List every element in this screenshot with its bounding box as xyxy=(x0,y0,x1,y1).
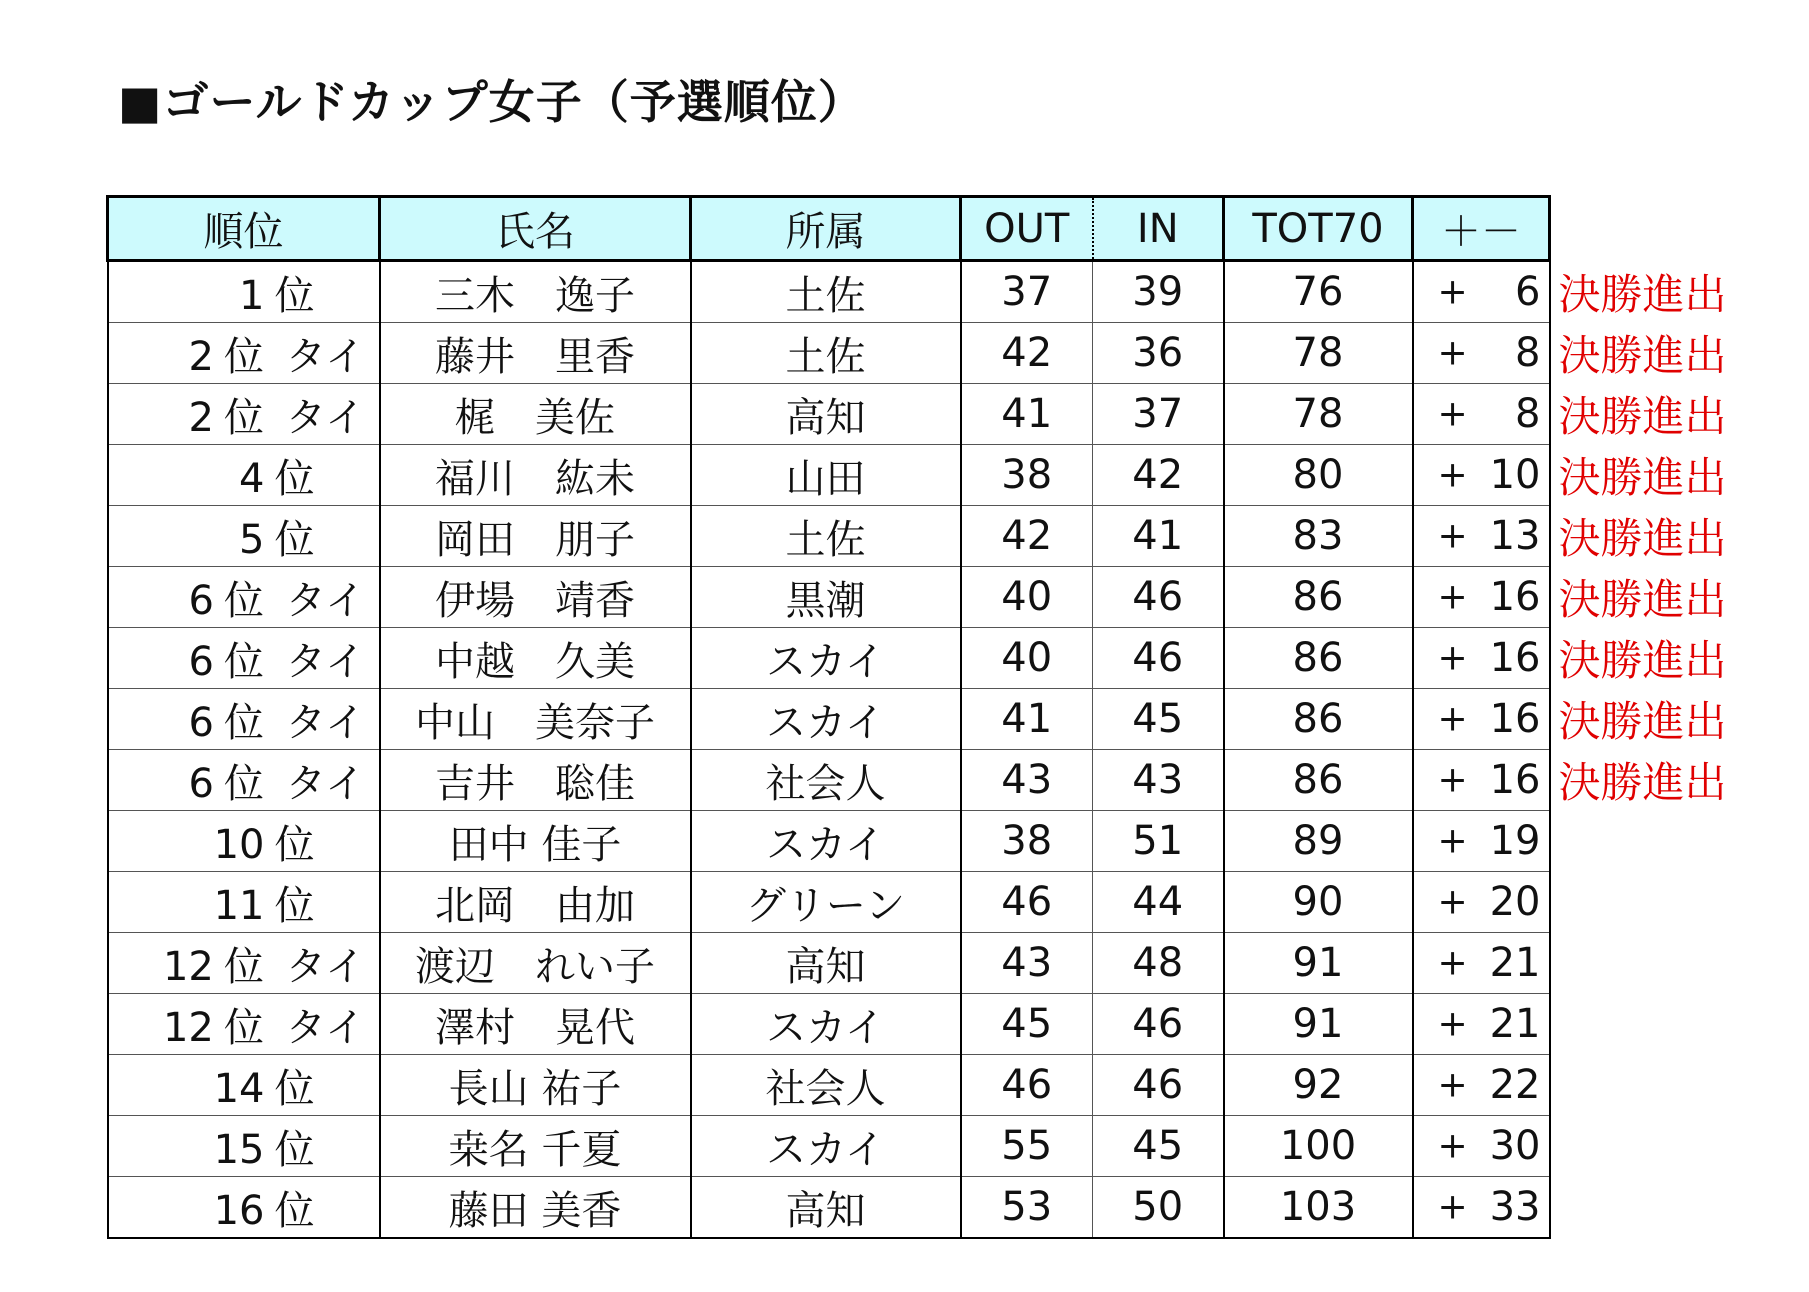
table-row xyxy=(108,994,1550,1055)
rank-unit: 位 xyxy=(223,699,264,746)
score-in: 39 xyxy=(1093,261,1224,323)
rank-number: 15 xyxy=(213,1126,265,1173)
player-name: 梶 美佐 xyxy=(380,384,691,445)
plus-minus-sign: + xyxy=(1437,1064,1468,1106)
table-row xyxy=(108,506,1550,567)
plus-minus-sign: + xyxy=(1437,820,1468,862)
advance-status: 決勝進出 xyxy=(1558,270,1727,319)
rank-unit: 位 xyxy=(223,760,264,807)
score-out: 46 xyxy=(961,1055,1093,1116)
score-total: 83 xyxy=(1224,506,1413,567)
score-out: 45 xyxy=(961,994,1093,1055)
score-out: 38 xyxy=(961,445,1093,506)
plus-minus-value: 8 xyxy=(1515,391,1541,437)
player-team: 土佐 xyxy=(691,506,961,567)
plus-minus-cell xyxy=(1413,811,1550,872)
plus-minus-sign: + xyxy=(1437,942,1468,984)
plus-minus-sign: + xyxy=(1437,271,1468,313)
plus-minus-value: 19 xyxy=(1489,818,1541,864)
rank-number: 4 xyxy=(239,455,265,502)
player-team: スカイ xyxy=(691,1116,961,1177)
rank-cell xyxy=(108,384,380,445)
advance-status: 決勝進出 xyxy=(1558,575,1727,624)
plus-minus-cell xyxy=(1413,567,1727,628)
rank-cell xyxy=(108,1055,380,1116)
rank-cell xyxy=(108,628,380,689)
score-out: 40 xyxy=(961,567,1093,628)
header-total: TOT70 xyxy=(1224,197,1413,261)
score-in: 46 xyxy=(1093,1055,1224,1116)
score-total: 76 xyxy=(1224,261,1413,323)
score-in: 46 xyxy=(1093,628,1224,689)
player-name: 吉井 聡佳 xyxy=(380,750,691,811)
plus-minus-value: 13 xyxy=(1489,513,1541,559)
plus-minus-sign: + xyxy=(1437,1003,1468,1045)
table-row xyxy=(108,1177,1550,1239)
rank-number: 6 xyxy=(188,638,214,685)
header-row xyxy=(108,197,1550,261)
tie-label: タイ xyxy=(285,943,366,990)
rank-number: 11 xyxy=(213,882,265,929)
score-total: 100 xyxy=(1224,1116,1413,1177)
rank-cell xyxy=(108,567,380,628)
rank-number: 16 xyxy=(213,1187,265,1234)
score-total: 86 xyxy=(1224,689,1413,750)
rank-unit: 位 xyxy=(274,882,315,929)
rank-unit: 位 xyxy=(223,577,264,624)
player-name: 渡辺 れい子 xyxy=(380,933,691,994)
score-in: 45 xyxy=(1093,689,1224,750)
player-name: 岡田 朋子 xyxy=(380,506,691,567)
player-name: 田中 佳子 xyxy=(380,811,691,872)
table-row xyxy=(108,567,1550,628)
table-row xyxy=(108,628,1550,689)
score-total: 103 xyxy=(1224,1177,1413,1239)
advance-status: 決勝進出 xyxy=(1558,331,1727,380)
score-total: 86 xyxy=(1224,567,1413,628)
score-out: 43 xyxy=(961,750,1093,811)
advance-status: 決勝進出 xyxy=(1558,697,1727,746)
player-team: 高知 xyxy=(691,933,961,994)
rank-cell xyxy=(108,750,380,811)
rank-number: 12 xyxy=(162,943,214,990)
rank-number: 2 xyxy=(188,333,214,380)
player-name: 伊場 靖香 xyxy=(380,567,691,628)
table-row xyxy=(108,750,1550,811)
plus-minus-sign: + xyxy=(1437,698,1468,740)
score-total: 86 xyxy=(1224,750,1413,811)
player-team: スカイ xyxy=(691,689,961,750)
plus-minus-sign: + xyxy=(1437,881,1468,923)
rank-number: 5 xyxy=(239,516,265,563)
rank-unit: 位 xyxy=(274,1065,315,1112)
score-out: 41 xyxy=(961,384,1093,445)
score-in: 36 xyxy=(1093,323,1224,384)
player-team: 山田 xyxy=(691,445,961,506)
table-row xyxy=(108,445,1550,506)
plus-minus-sign: + xyxy=(1437,454,1468,496)
header-rank: 順位 xyxy=(108,197,380,261)
plus-minus-cell xyxy=(1413,933,1550,994)
score-in: 41 xyxy=(1093,506,1224,567)
rank-unit: 位 xyxy=(274,455,315,502)
plus-minus-cell xyxy=(1413,994,1550,1055)
advance-status: 決勝進出 xyxy=(1558,453,1727,502)
player-name: 桒名 千夏 xyxy=(380,1116,691,1177)
rank-unit: 位 xyxy=(223,943,264,990)
rank-cell xyxy=(108,261,380,323)
player-name: 澤村 晃代 xyxy=(380,994,691,1055)
page-title: ■ゴールドカップ女子（予選順位） xyxy=(118,75,865,129)
standings-table xyxy=(106,195,1727,1239)
advance-status: 決勝進出 xyxy=(1558,514,1727,563)
plus-minus-value: 16 xyxy=(1489,574,1541,620)
plus-minus-value: 20 xyxy=(1489,879,1541,925)
score-out: 53 xyxy=(961,1177,1093,1239)
score-in: 43 xyxy=(1093,750,1224,811)
player-team: スカイ xyxy=(691,811,961,872)
rank-cell xyxy=(108,933,380,994)
rank-unit: 位 xyxy=(223,333,264,380)
score-in: 50 xyxy=(1093,1177,1224,1239)
score-total: 91 xyxy=(1224,994,1413,1055)
table-row xyxy=(108,1055,1550,1116)
score-out: 38 xyxy=(961,811,1093,872)
plus-minus-value: 30 xyxy=(1489,1123,1541,1169)
tie-label: タイ xyxy=(285,394,366,441)
plus-minus-cell xyxy=(1413,750,1727,811)
player-team: 黒潮 xyxy=(691,567,961,628)
player-team: 社会人 xyxy=(691,1055,961,1116)
table-row xyxy=(108,689,1550,750)
player-name: 長山 祐子 xyxy=(380,1055,691,1116)
plus-minus-cell xyxy=(1413,689,1727,750)
plus-minus-value: 21 xyxy=(1489,1001,1541,1047)
rank-cell xyxy=(108,994,380,1055)
rank-cell xyxy=(108,445,380,506)
plus-minus-value: 21 xyxy=(1489,940,1541,986)
plus-minus-sign: + xyxy=(1437,637,1468,679)
table-row xyxy=(108,384,1550,445)
rank-cell xyxy=(108,811,380,872)
player-team: 社会人 xyxy=(691,750,961,811)
plus-minus-cell xyxy=(1413,1177,1550,1239)
advance-status: 決勝進出 xyxy=(1558,636,1727,685)
plus-minus-cell xyxy=(1413,506,1727,567)
player-name: 藤井 里香 xyxy=(380,323,691,384)
plus-minus-cell xyxy=(1413,628,1727,689)
table-row xyxy=(108,933,1550,994)
player-team: 土佐 xyxy=(691,323,961,384)
player-team: スカイ xyxy=(691,994,961,1055)
plus-minus-value: 6 xyxy=(1515,269,1541,315)
player-name: 中越 久美 xyxy=(380,628,691,689)
plus-minus-value: 16 xyxy=(1489,635,1541,681)
tie-label: タイ xyxy=(285,1004,366,1051)
rank-cell xyxy=(108,323,380,384)
plus-minus-sign: + xyxy=(1437,1125,1468,1167)
score-out: 40 xyxy=(961,628,1093,689)
player-team: グリーン xyxy=(691,872,961,933)
player-name: 中山 美奈子 xyxy=(380,689,691,750)
score-total: 89 xyxy=(1224,811,1413,872)
plus-minus-value: 16 xyxy=(1489,757,1541,803)
rank-number: 2 xyxy=(188,394,214,441)
advance-status: 決勝進出 xyxy=(1558,392,1727,441)
rank-unit: 位 xyxy=(223,638,264,685)
player-name: 藤田 美香 xyxy=(380,1177,691,1239)
rank-cell xyxy=(108,689,380,750)
score-in: 48 xyxy=(1093,933,1224,994)
score-total: 78 xyxy=(1224,384,1413,445)
plus-minus-value: 22 xyxy=(1489,1062,1541,1108)
score-in: 37 xyxy=(1093,384,1224,445)
score-total: 80 xyxy=(1224,445,1413,506)
player-name: 福川 紘未 xyxy=(380,445,691,506)
score-in: 46 xyxy=(1093,994,1224,1055)
rank-unit: 位 xyxy=(223,394,264,441)
rank-cell xyxy=(108,506,380,567)
rank-unit: 位 xyxy=(274,1187,315,1234)
rank-unit: 位 xyxy=(274,1126,315,1173)
standings-body xyxy=(108,261,1727,1239)
tie-label: タイ xyxy=(285,699,366,746)
plus-minus-value: 10 xyxy=(1489,452,1541,498)
plus-minus-cell xyxy=(1413,261,1727,323)
plus-minus-cell xyxy=(1413,1116,1550,1177)
advance-status: 決勝進出 xyxy=(1558,758,1727,807)
header-in: IN xyxy=(1093,197,1224,261)
score-total: 90 xyxy=(1224,872,1413,933)
player-team: 土佐 xyxy=(691,261,961,323)
plus-minus-value: 16 xyxy=(1489,696,1541,742)
score-out: 46 xyxy=(961,872,1093,933)
player-name: 三木 逸子 xyxy=(380,261,691,323)
player-name: 北岡 由加 xyxy=(380,872,691,933)
score-in: 46 xyxy=(1093,567,1224,628)
rank-unit: 位 xyxy=(274,516,315,563)
player-team: スカイ xyxy=(691,628,961,689)
rank-unit: 位 xyxy=(223,1004,264,1051)
rank-number: 6 xyxy=(188,699,214,746)
rank-number: 12 xyxy=(162,1004,214,1051)
table-row xyxy=(108,261,1550,323)
score-out: 42 xyxy=(961,323,1093,384)
table-row xyxy=(108,872,1550,933)
score-in: 44 xyxy=(1093,872,1224,933)
plus-minus-value: 33 xyxy=(1489,1184,1541,1230)
rank-number: 10 xyxy=(213,821,265,868)
plus-minus-cell xyxy=(1413,445,1727,506)
player-team: 高知 xyxy=(691,384,961,445)
tie-label: タイ xyxy=(285,638,366,685)
table-row xyxy=(108,811,1550,872)
score-out: 41 xyxy=(961,689,1093,750)
table-row xyxy=(108,1116,1550,1177)
score-out: 37 xyxy=(961,261,1093,323)
plus-minus-sign: + xyxy=(1437,1186,1468,1228)
score-out: 43 xyxy=(961,933,1093,994)
plus-minus-sign: + xyxy=(1437,576,1468,618)
plus-minus-cell xyxy=(1413,323,1727,384)
header-team: 所属 xyxy=(691,197,961,261)
plus-minus-value: 8 xyxy=(1515,330,1541,376)
plus-minus-sign: + xyxy=(1437,393,1468,435)
rank-unit: 位 xyxy=(274,272,315,319)
plus-minus-sign: + xyxy=(1437,515,1468,557)
tie-label: タイ xyxy=(285,760,366,807)
score-total: 91 xyxy=(1224,933,1413,994)
rank-number: 6 xyxy=(188,760,214,807)
score-out: 42 xyxy=(961,506,1093,567)
rank-unit: 位 xyxy=(274,821,315,868)
header-name: 氏名 xyxy=(380,197,691,261)
rank-number: 1 xyxy=(239,272,265,319)
rank-number: 14 xyxy=(213,1065,265,1112)
tie-label: タイ xyxy=(285,577,366,624)
plus-minus-cell xyxy=(1413,384,1727,445)
plus-minus-sign: + xyxy=(1437,332,1468,374)
tie-label: タイ xyxy=(285,333,366,380)
header-out: OUT xyxy=(961,197,1093,261)
player-team: 高知 xyxy=(691,1177,961,1239)
rank-cell xyxy=(108,1177,380,1239)
score-total: 78 xyxy=(1224,323,1413,384)
score-out: 55 xyxy=(961,1116,1093,1177)
score-in: 45 xyxy=(1093,1116,1224,1177)
rank-cell xyxy=(108,872,380,933)
plus-minus-cell xyxy=(1413,1055,1550,1116)
score-in: 51 xyxy=(1093,811,1224,872)
rank-number: 6 xyxy=(188,577,214,624)
score-total: 92 xyxy=(1224,1055,1413,1116)
table-row xyxy=(108,323,1550,384)
score-in: 42 xyxy=(1093,445,1224,506)
header-plus-minus: ＋－ xyxy=(1413,197,1550,261)
rank-cell xyxy=(108,1116,380,1177)
plus-minus-cell xyxy=(1413,872,1550,933)
plus-minus-sign: + xyxy=(1437,759,1468,801)
score-total: 86 xyxy=(1224,628,1413,689)
